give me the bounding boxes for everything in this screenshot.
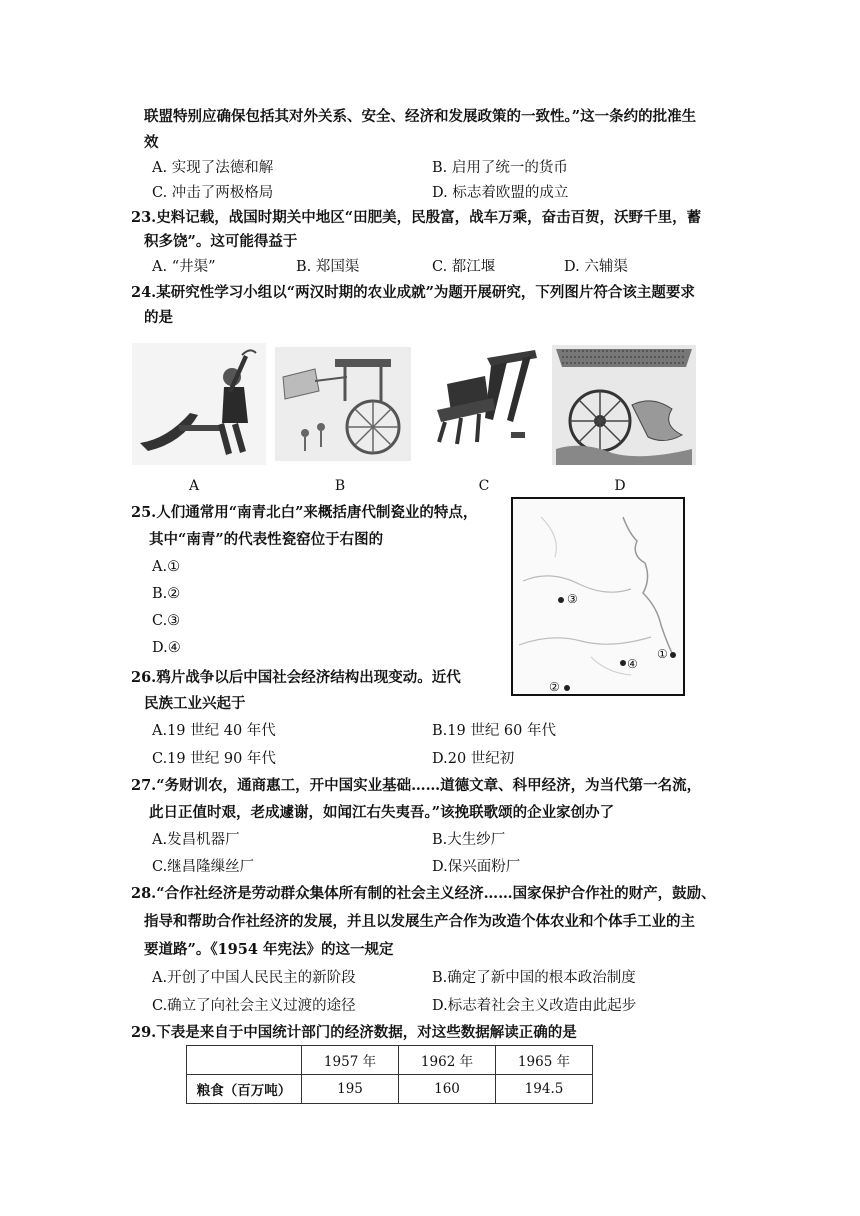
map-label-4: ④ (627, 657, 638, 671)
q24-stem-line1: 24.某研究性学习小组以“两汉时期的农业成就”为题开展研究，下列图片符合该主题要求 (131, 284, 695, 301)
q25-option-d: D.④ (152, 640, 181, 656)
table-cell-1962: 160 (399, 1075, 496, 1104)
q24-caption-b: B (334, 478, 346, 494)
q26-option-a: A.19 世纪 40 年代 (152, 723, 276, 739)
q26-stem-line2: 民族工业兴起于 (144, 695, 246, 712)
q26-option-b: B.19 世纪 60 年代 (432, 723, 556, 739)
table-header-empty (187, 1046, 302, 1075)
q28-option-a: A.开创了中国人民民主的新阶段 (152, 970, 356, 986)
table-header-1962: 1962 年 (399, 1046, 496, 1075)
table-header-row (187, 1046, 593, 1075)
table-header-1965: 1965 年 (496, 1046, 593, 1075)
q24-caption-d: D (614, 478, 626, 494)
table-row-label: 粮食（百万吨） (187, 1075, 302, 1104)
q25-option-a: A.① (152, 559, 181, 575)
q22-stem-line2: 效 (144, 134, 159, 151)
q27-option-d: D.保兴面粉厂 (432, 859, 521, 875)
grain-data-table (186, 1045, 593, 1104)
map-label-1: ① (657, 647, 668, 661)
q25-option-c: C.③ (152, 613, 181, 629)
q26-option-d: D.20 世纪初 (432, 751, 515, 767)
q24-caption-c: C (478, 478, 490, 494)
q23-option-d: D. 六辅渠 (564, 259, 628, 275)
map-label-2: ② (549, 680, 560, 694)
q22-option-c: C. 冲击了两极格局 (152, 185, 274, 201)
q24-stem-line2: 的是 (144, 309, 173, 326)
q26-stem-line1: 26.鸦片战争以后中国社会经济结构出现变动。近代 (131, 669, 461, 686)
q27-stem-line1: 27.“务财训农，通商惠工，开中国实业基础……道德文章、科甲经济，为当代第一名流， (131, 777, 702, 794)
q25-stem-line2: 其中“南青”的代表性瓷窑位于右图的 (149, 531, 384, 548)
q23-option-c: C. 都江堰 (432, 259, 496, 275)
q27-stem-line2: 此日正值时艰，老成遽谢，如闻江右失夷吾。”该挽联歌颂的企业家创办了 (149, 804, 615, 821)
q23-stem-line2: 积多饶”。这可能得益于 (144, 233, 298, 250)
table-cell-1965: 194.5 (496, 1075, 593, 1104)
q28-option-d: D.标志着社会主义改造由此起步 (432, 998, 637, 1014)
kiln-map (511, 497, 685, 696)
water-mill-woodcut-picture (552, 345, 696, 465)
q26-option-c: C.19 世纪 90 年代 (152, 751, 276, 767)
q28-stem-line3: 要道路”。《1954 年宪法》的这一规定 (144, 941, 394, 958)
q28-stem-line1: 28.“合作社经济是劳动群众集体所有制的社会主义经济……国家保护合作社的财产，鼓励、 (131, 885, 716, 902)
q23-stem-line1: 23.史料记载，战国时期关中地区“田肥美，民殷富，战车万乘，奋击百贺，沃野千里，蓄 (131, 209, 702, 226)
water-wheel-machine-picture (275, 347, 411, 461)
q28-stem-line2: 指导和帮助合作社经济的发展，并且以发展生产合作为改造个体农业和个体手工业的主 (144, 913, 695, 930)
plough-farmer-picture (132, 343, 266, 465)
q27-option-c: C.继昌隆缫丝厂 (152, 859, 255, 875)
map-label-3: ③ (567, 592, 578, 606)
q22-option-d: D. 标志着欧盟的成立 (432, 185, 569, 201)
table-cell-1957: 195 (302, 1075, 399, 1104)
q23-option-b: B. 郑国渠 (296, 259, 360, 275)
q28-option-b: B.确定了新中国的根本政治制度 (432, 970, 636, 986)
q29-stem: 29.下表是来自于中国统计部门的经济数据，对这些数据解读正确的是 (131, 1024, 577, 1041)
q22-stem-line1: 联盟特别应确保包括其对外关系、安全、经济和发展政策的一致性。”这一条约的批准生 (144, 108, 697, 125)
table-row (187, 1075, 593, 1104)
q23-option-a: A. “井渠” (152, 259, 216, 275)
q27-option-a: A.发昌机器厂 (152, 832, 240, 848)
q25-stem-line1: 25.人们通常用“南青北白”来概括唐代制瓷业的特点， (131, 504, 478, 521)
q28-option-c: C.确立了向社会主义过渡的途径 (152, 998, 356, 1014)
q25-option-b: B.② (152, 586, 181, 602)
q27-option-b: B.大生纱厂 (432, 832, 506, 848)
q22-option-a: A. 实现了法德和解 (152, 160, 274, 176)
table-header-1957: 1957 年 (302, 1046, 399, 1075)
seed-drill-picture (427, 348, 543, 452)
q24-caption-a: A (188, 478, 200, 494)
q22-option-b: B. 启用了统一的货币 (432, 160, 568, 176)
